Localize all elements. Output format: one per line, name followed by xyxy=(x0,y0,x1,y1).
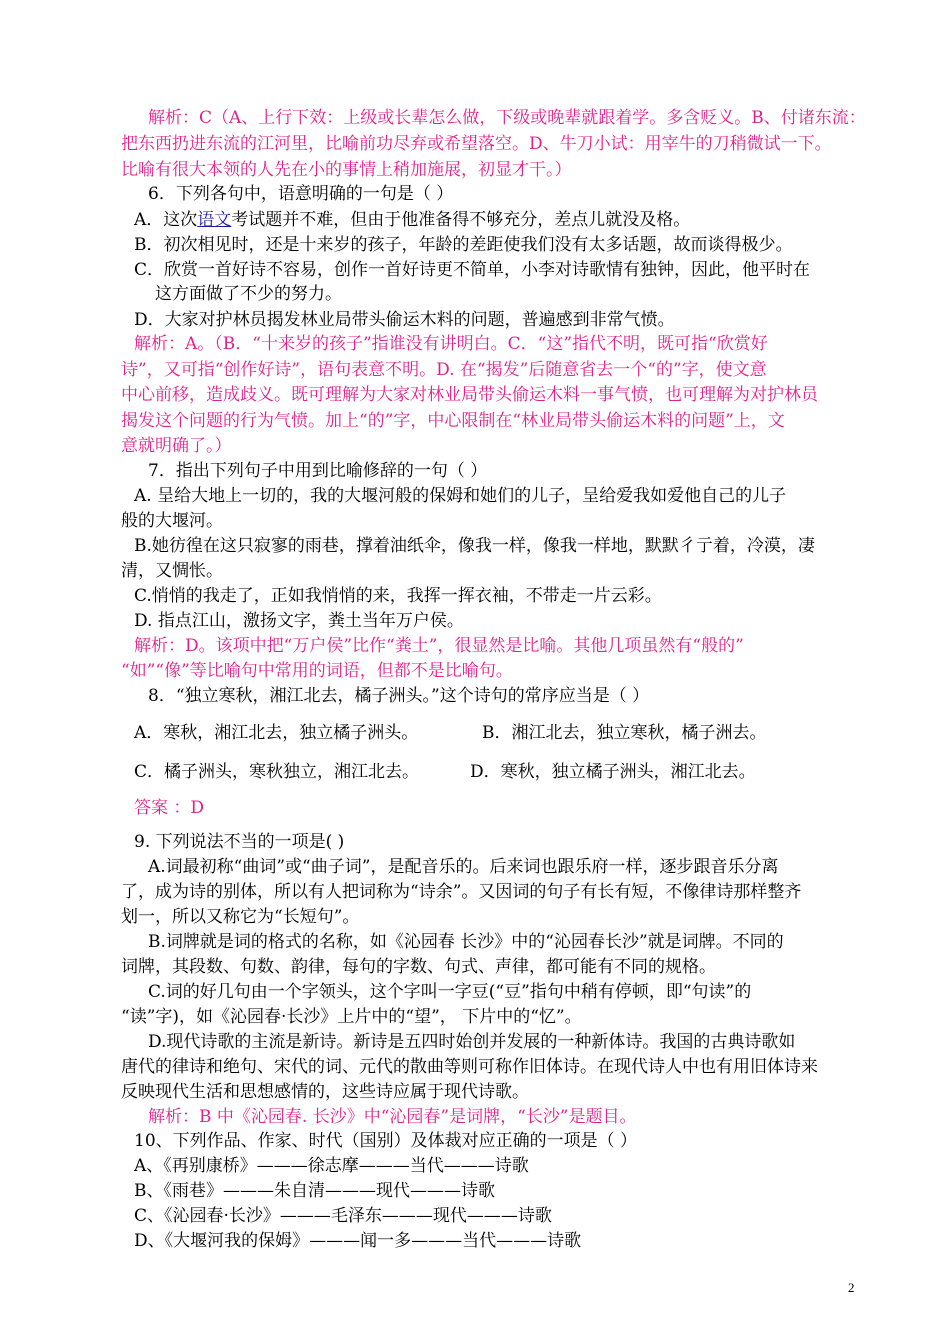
q8-answer: 答案 ：D xyxy=(134,798,205,818)
q10-option-b: B、《雨巷》———朱自清———现代———诗歌 xyxy=(134,1181,495,1201)
q8-option-a: A．寒秋，湘江北去，独立橘子洲头。 xyxy=(134,723,419,743)
q5-explanation-line-1: 解析：C（A、上行下效：上级或长辈怎么做，下级或晚辈就跟着学。多含贬义。B、付诸东流： xyxy=(148,108,866,128)
q8-stem: 8．“独立寒秋，湘江北去，橘子洲头。”这个诗句的常序应当是（ ） xyxy=(148,686,650,706)
q6-explanation-line-2: 诗”，又可指“创作好诗”，语句表意不明。D. 在“揭发”后随意省去一个“的”字，使文意 xyxy=(121,360,767,380)
q6-option-a-suffix: 考试题并不难，但由于他准备得不够充分，差点儿就没及格。 xyxy=(231,210,691,230)
q9-stem: 9. 下列说法不当的一项是( ) xyxy=(134,832,345,852)
q8-option-b: B．湘江北去，独立寒秋，橘子洲去。 xyxy=(482,723,767,743)
q7-option-a-line-1: A. 呈给大地上一切的，我的大堰河般的保姆和她们的儿子，呈给爱我如爱他自己的儿子 xyxy=(134,486,787,506)
q7-option-a-line-2: 般的大堰河。 xyxy=(121,511,223,531)
q9-option-d-line-1: D.现代诗歌的主流是新诗。新诗是五四时始创并发展的一种新体诗。我国的古典诗歌如 xyxy=(148,1032,796,1052)
q7-option-d: D. 指点江山，激扬文字，粪土当年万户侯。 xyxy=(134,611,464,631)
q6-explanation-line-4: 揭发这个问题的行为气愤。加上“的”字，中心限制在“林业局带头偷运木料的问题”上，文 xyxy=(121,411,785,431)
q6-option-c-line-2: 这方面做了不少的努力。 xyxy=(155,284,342,304)
q6-option-c-line-1: C．欣赏一首好诗不容易，创作一首好诗更不简单，小李对诗歌情有独钟，因此，他平时在 xyxy=(134,260,811,280)
q6-explanation-line-1: 解析：A。（B．“十来岁的孩子”指谁没有讲明白。C．“这”指代不明，既可指“欣赏好 xyxy=(134,334,768,354)
q6-option-d: D．大家对护林员揭发林业局带头偷运木料的问题，普遍感到非常气愤。 xyxy=(134,310,675,330)
q6-option-a-prefix: A．这次 xyxy=(134,210,198,230)
q6-stem: 6．下列各句中，语意明确的一句是（ ） xyxy=(148,184,454,204)
q7-option-b-line-1: B.她彷徨在这只寂寥的雨巷，撑着油纸伞，像我一样，像我一样地，默默彳亍着，冷漠，凄 xyxy=(134,536,815,556)
q5-explanation-line-2: 把东西扔进东流的江河里，比喻前功尽弃或希望落空。D、牛刀小试：用宰牛的刀稍微试一下。 xyxy=(121,134,832,154)
q5-explanation-line-3: 比喻有很大本领的人先在小的事情上稍加施展，初显才干。） xyxy=(121,160,572,180)
q10-option-c: C、《沁园春·长沙》———毛泽东———现代———诗歌 xyxy=(134,1206,552,1226)
q7-explanation-line-2: “如”“像”等比喻句中常用的词语，但都不是比喻句。 xyxy=(121,661,513,681)
q8-option-d: D．寒秋，独立橘子洲头，湘江北去。 xyxy=(470,762,756,782)
q7-stem: 7．指出下列句子中用到比喻修辞的一句（ ） xyxy=(148,461,488,481)
q9-option-a-line-1: A.词最初称“曲词”或“曲子词”，是配音乐的。后来词也跟乐府一样，逐步跟音乐分离 xyxy=(148,857,779,877)
q10-stem: 10、下列作品、作家、时代（国别）及体裁对应正确的一项是（ ） xyxy=(134,1131,638,1151)
q7-explanation-line-1: 解析：D。该项中把“万户侯”比作“粪土”，很显然是比喻。其他几项虽然有“般的” xyxy=(134,636,744,656)
q9-option-d-line-2: 唐代的律诗和绝句、宋代的词、元代的散曲等则可称作旧体诗。在现代诗人中也有用旧体诗来 xyxy=(121,1057,818,1077)
page-number: 2 xyxy=(848,1280,855,1295)
q9-option-d-line-3: 反映现代生活和思想感情的，这些诗应属于现代诗歌。 xyxy=(121,1082,529,1102)
q10-option-a: A、《再别康桥》———徐志摩———当代———诗歌 xyxy=(134,1156,529,1176)
q9-option-c-line-2: “读”字)，如《沁园春·长沙》上片中的“望”， 下片中的“忆”。 xyxy=(121,1007,582,1027)
q9-option-b-line-2: 词牌，其段数、句数、韵律，每句的字数、句式、声律，都可能有不同的规格。 xyxy=(121,957,716,977)
q7-option-c: C.悄悄的我走了，正如我悄悄的来，我挥一挥衣袖，不带走一片云彩。 xyxy=(134,586,662,606)
q9-option-b-line-1: B.词牌就是词的格式的名称，如《沁园春 长沙》中的“沁园春长沙”就是词牌。不同的 xyxy=(148,932,784,952)
q6-explanation-line-5: 意就明确了。） xyxy=(121,436,232,456)
q6-option-b: B．初次相见时，还是十来岁的孩子，年龄的差距使我们没有太多话题，故而谈得极少。 xyxy=(134,235,793,255)
q7-option-b-line-2: 清，又惆怅。 xyxy=(121,561,223,581)
q9-option-a-line-2: 了，成为诗的别体，所以有人把词称为“诗余”。又因词的句子有长有短，不像律诗那样整齐 xyxy=(121,882,802,902)
q9-explanation: 解析：B 中《沁园春. 长沙》中“沁园春”是词牌，“长沙”是题目。 xyxy=(148,1107,637,1127)
q8-option-c: C．橘子洲头，寒秋独立，湘江北去。 xyxy=(134,762,420,782)
q10-option-d: D、《大堰河我的保姆》———闻一多———当代———诗歌 xyxy=(134,1231,582,1251)
q6-option-a xyxy=(134,208,690,232)
q9-option-c-line-1: C.词的好几句由一个字领头，这个字叫一字豆(“豆”指句中稍有停顿，即“句读”的 xyxy=(148,982,752,1002)
q9-option-a-line-3: 划一，所以又称它为“长短句”。 xyxy=(121,907,360,927)
q6-explanation-line-3: 中心前移，造成歧义。既可理解为大家对林业局带头偷运木料一事气愤，也可理解为对护林员 xyxy=(121,385,818,405)
q6-chinese-link[interactable]: 语文 xyxy=(197,210,232,230)
